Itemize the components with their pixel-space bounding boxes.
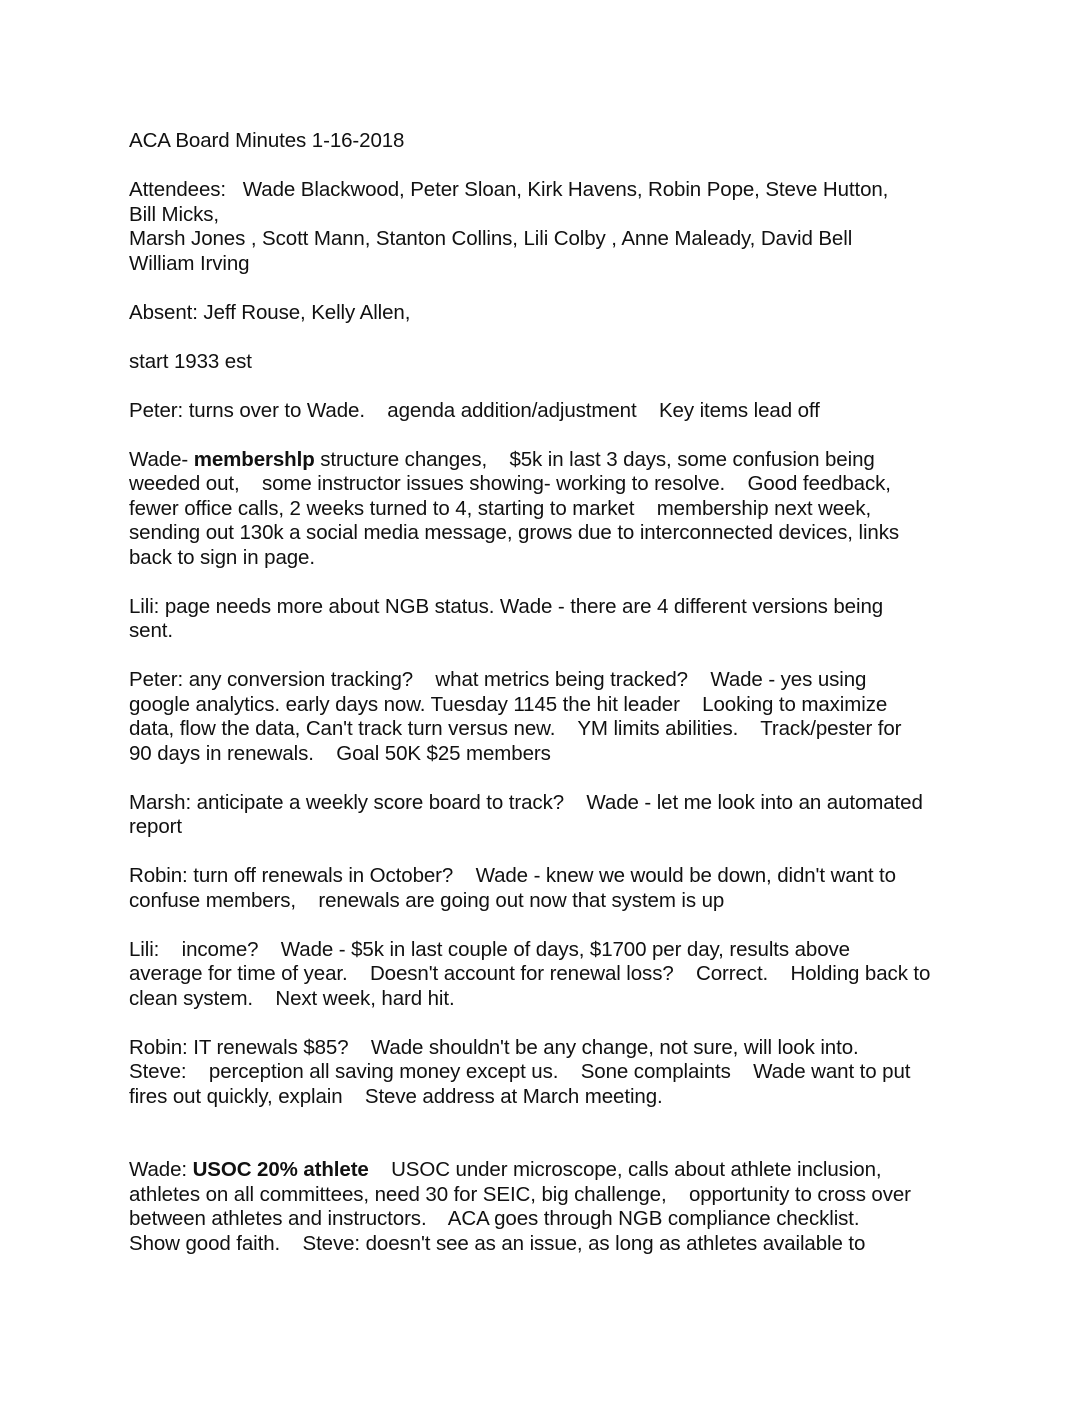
usoc-line: athletes on all committees, need 30 for SEIC, big challenge, opportunity to cross over [129,1182,911,1206]
lili-income-line: average for time of year. Doesn't account for renewal loss? Correct. Holding back to [129,962,931,985]
robin-it-line: fires out quickly, explain Steve address at March meeting. [129,1084,663,1108]
membership-line: back to sign in page. [129,545,315,569]
robin-renewals-line: Robin: turn off renewals in October? Wade - knew we would be down, didn't want to [129,864,896,887]
membership-line: sending out 130k a social media message, grows due to interconnected devices, links [129,521,900,544]
marsh-scoreboard-line: report [129,815,182,838]
usoc-line: Show good faith. Steve: doesn't see as an issue, as long as athletes available to [129,1231,866,1255]
attendees-line: Attendees: Wade Blackwood, Peter Sloan, Kirk Havens, Robin Pope, Steve Hutton, [129,178,889,201]
attendees-line: William Irving [129,251,250,275]
document-page [129,129,979,1281]
lili-income-line: clean system. Next week, hard hit. [129,986,455,1010]
usoc-paragraph [129,1158,979,1256]
robin-it-line: Robin: IT renewals $85? Wade shouldn't be any change, not sure, will look into. [129,1035,859,1059]
peter-intro-paragraph: Peter: turns over to Wade. agenda addition/adjustment Key items lead off [129,398,820,422]
lili-ngb-line: Lili: page needs more about NGB status. Wade - there are 4 different versions being [129,594,884,618]
attendees-line: Bill Micks, [129,202,220,226]
usoc-first-line [129,1158,979,1183]
peter-tracking-line: google analytics. early days now. Tuesday 1145 the hit leader Looking to maximize [129,692,888,716]
robin-renewals-line: confuse members, renewals are going out now that system is up [129,888,725,912]
peter-tracking-line: Peter: any conversion tracking? what metrics being tracked? Wade - yes using [129,668,867,691]
attendees-paragraph [129,178,979,276]
usoc-heading: USOC 20% athlete [192,1158,369,1181]
attendees-line: Marsh Jones , Scott Mann, Stanton Collins, Lili Colby , Anne Maleady, David Bell [129,227,853,250]
membership-first-text: structure changes, $5k in last 3 days, some confusion being [314,447,875,471]
membership-heading: membershlp [193,447,315,471]
membership-line: fewer office calls, 2 weeks turned to 4, starting to market membership next week, [129,496,872,520]
lili-ngb-paragraph [129,595,979,644]
peter-tracking-line: data, flow the data, Can't track turn versus new. YM limits abilities. Track/pester for [129,717,902,740]
lili-income-line: Lili: income? Wade - $5k in last couple of days, $1700 per day, results above [129,937,850,961]
lili-income-paragraph [129,938,979,1012]
robin-it-line: Steve: perception all saving money except us. Sone complaints Wade want to put [129,1060,911,1083]
marsh-scoreboard-paragraph [129,791,979,840]
marsh-scoreboard-line: Marsh: anticipate a weekly score board to track? Wade - let me look into an automated [129,790,923,814]
membership-paragraph [129,448,979,571]
usoc-prefix: Wade: [129,1158,193,1181]
document-title: ACA Board Minutes 1-16-2018 [129,129,405,152]
lili-ngb-line: sent. [129,619,173,642]
usoc-line: between athletes and instructors. ACA goes through NGB compliance checklist. [129,1207,860,1230]
peter-tracking-paragraph [129,668,979,766]
start-time: start 1933 est [129,349,252,373]
membership-line: weeded out, some instructor issues showing- working to resolve. Good feedback, [129,472,891,495]
absent-paragraph: Absent: Jeff Rouse, Kelly Allen, [129,300,411,324]
membership-prefix: Wade- [129,447,194,471]
usoc-first-text: USOC under microscope, calls about athlete inclusion, [368,1158,882,1181]
robin-renewals-paragraph [129,864,979,913]
membership-first-line [129,448,979,473]
robin-it-paragraph [129,1036,979,1110]
peter-tracking-line: 90 days in renewals. Goal 50K $25 members [129,741,551,765]
